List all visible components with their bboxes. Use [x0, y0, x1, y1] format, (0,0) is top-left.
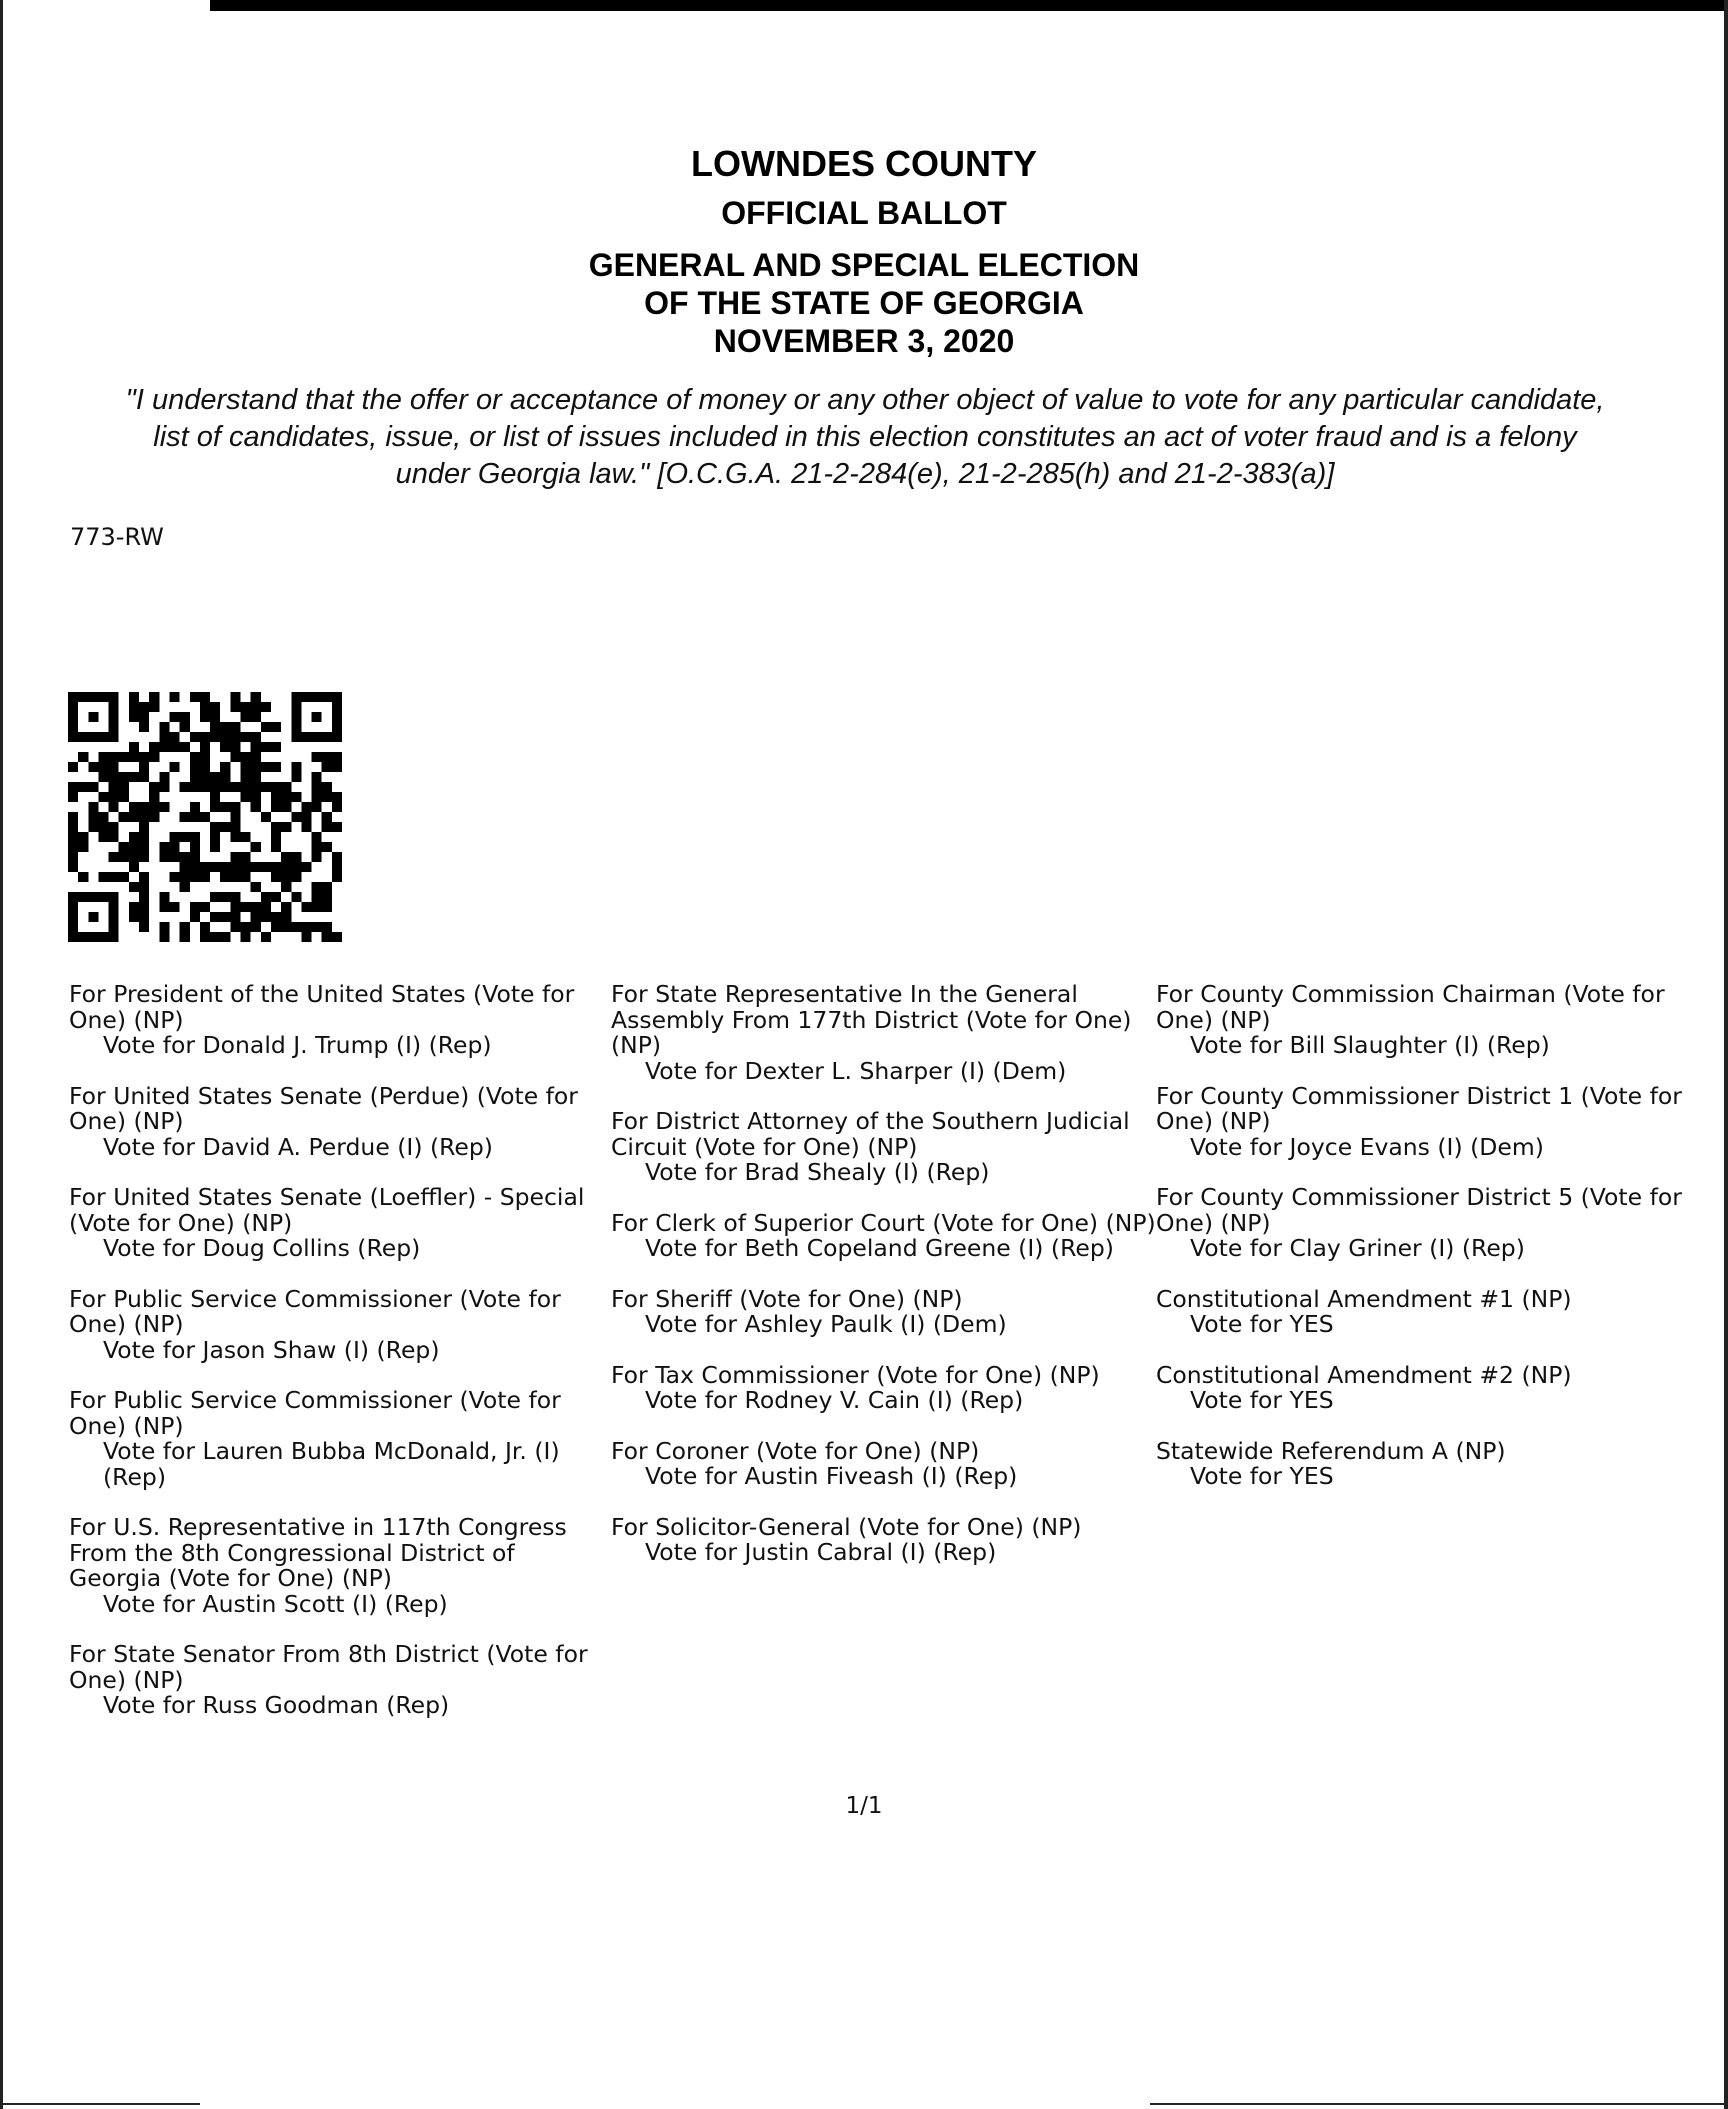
vote-selection: Vote for YES	[1190, 1310, 1334, 1338]
contest-column-2	[611, 982, 1156, 1591]
contest-title: For County Commission Chairman (Vote for One) (NP)	[1156, 980, 1665, 1034]
contest-title: Statewide Referendum A (NP)	[1156, 1436, 1506, 1465]
ballot-style-code: 773-RW	[70, 523, 164, 551]
contest-block	[1156, 1284, 1716, 1338]
vote-selection: Vote for Beth Copeland Greene (I) (Rep)	[645, 1234, 1114, 1262]
contest-block	[1156, 1436, 1716, 1490]
vote-selection: Vote for Bill Slaughter (I) (Rep)	[1190, 1031, 1550, 1059]
vote-selection: Vote for Donald J. Trump (I) (Rep)	[103, 1031, 492, 1059]
scan-top-border	[210, 0, 1728, 11]
vote-selection: Vote for Doug Collins (Rep)	[103, 1234, 421, 1262]
contest-title: For President of the United States (Vote for One) (NP)	[69, 980, 575, 1034]
scan-bottom-edge-left	[0, 2103, 200, 2105]
contest-block	[611, 1360, 1156, 1414]
vote-selection: Vote for Russ Goodman (Rep)	[103, 1691, 450, 1719]
vote-selection: Vote for Austin Fiveash (I) (Rep)	[645, 1462, 1018, 1490]
contest-block	[69, 1081, 614, 1161]
contest-title: For State Senator From 8th District (Vote for One) (NP)	[69, 1640, 588, 1694]
contest-title: For United States Senate (Perdue) (Vote for One) (NP)	[69, 1081, 578, 1135]
election-title	[0, 246, 1728, 360]
contest-block	[69, 1642, 614, 1719]
vote-selection: Vote for Lauren Bubba McDonald, Jr. (I) (Rep)	[103, 1437, 560, 1491]
ballot-header	[0, 140, 1728, 360]
contest-title: For Public Service Commissioner (Vote for One) (NP)	[69, 1284, 561, 1338]
oath-line: list of candidates, issue, or list of issues included in this election constitutes an act of voter fraud and is a felony	[153, 421, 1577, 453]
page-number: 1/1	[845, 1793, 883, 1819]
election-title-line2: OF THE STATE OF GEORGIA	[644, 285, 1084, 321]
vote-selection: Vote for YES	[1190, 1462, 1334, 1490]
contest-title: For Solicitor-General (Vote for One) (NP)	[611, 1512, 1082, 1541]
election-date: NOVEMBER 3, 2020	[713, 323, 1015, 359]
vote-selection: Vote for Clay Griner (I) (Rep)	[1190, 1234, 1525, 1262]
vote-selection: Vote for YES	[1190, 1386, 1334, 1414]
contest-title: For United States Senate (Loeffler) - Special (Vote for One) (NP)	[69, 1183, 585, 1237]
election-title-line1: GENERAL AND SPECIAL ELECTION	[588, 247, 1140, 283]
contest-title: For County Commissioner District 1 (Vote for One) (NP)	[1156, 1081, 1682, 1135]
contest-title: Constitutional Amendment #1 (NP)	[1156, 1284, 1572, 1313]
contest-title: For District Attorney of the Southern Judicial Circuit (Vote for One) (NP)	[611, 1107, 1130, 1161]
contest-title: For U.S. Representative in 117th Congress From the 8th Congressional District of Georgia (Vote for One) (NP)	[69, 1513, 567, 1592]
contest-title: For Sheriff (Vote for One) (NP)	[611, 1284, 963, 1313]
vote-selection: Vote for Joyce Evans (I) (Dem)	[1190, 1132, 1544, 1161]
ballot-type: OFFICIAL BALLOT	[721, 195, 1007, 231]
contest-title: For Coroner (Vote for One) (NP)	[611, 1436, 980, 1465]
oath-line: under Georgia law." [O.C.G.A. 21-2-284(e), 21-2-285(h) and 21-2-383(a)]	[395, 458, 1335, 490]
vote-selection: Vote for Dexter L. Sharper (I) (Dem)	[645, 1056, 1067, 1085]
contest-block	[611, 982, 1156, 1084]
contest-block	[1156, 982, 1716, 1059]
county-title: LOWNDES COUNTY	[691, 143, 1037, 184]
vote-selection: Vote for Brad Shealy (I) (Rep)	[645, 1158, 990, 1186]
contest-column-3	[1156, 982, 1716, 1515]
contest-block	[69, 1388, 614, 1490]
scan-bottom-edge-right	[1150, 2103, 1728, 2105]
contest-block	[1156, 1185, 1716, 1262]
contest-block	[69, 1515, 614, 1617]
contest-block	[611, 1109, 1156, 1186]
vote-selection: Vote for Austin Scott (I) (Rep)	[103, 1589, 448, 1618]
contest-block	[611, 1436, 1156, 1490]
contest-block	[611, 1512, 1156, 1566]
contest-block	[611, 1208, 1156, 1262]
oath-line: "I understand that the offer or acceptance of money or any other object of value to vote for any particular candidate,	[125, 384, 1605, 416]
vote-selection: Vote for Jason Shaw (I) (Rep)	[103, 1335, 440, 1364]
contest-title: For County Commissioner District 5 (Vote for One) (NP)	[1156, 1183, 1682, 1237]
contest-title: For Public Service Commissioner (Vote for One) (NP)	[69, 1386, 561, 1440]
voter-fraud-oath	[60, 382, 1670, 493]
contest-block	[69, 1185, 614, 1262]
contest-title: For State Representative In the General Assembly From 177th District (Vote for One) (NP)	[611, 980, 1132, 1059]
contest-column-1	[69, 982, 614, 1744]
vote-selection: Vote for David A. Perdue (I) (Rep)	[103, 1132, 493, 1161]
contest-title: Constitutional Amendment #2 (NP)	[1156, 1360, 1572, 1389]
vote-selection: Vote for Ashley Paulk (I) (Dem)	[645, 1310, 1007, 1338]
contest-block	[69, 982, 614, 1059]
contest-block	[69, 1284, 614, 1364]
qr-code-icon	[68, 692, 342, 942]
vote-selection: Vote for Justin Cabral (I) (Rep)	[645, 1538, 997, 1566]
contest-block	[611, 1284, 1156, 1338]
vote-selection: Vote for Rodney V. Cain (I) (Rep)	[645, 1386, 1024, 1414]
contest-block	[1156, 1360, 1716, 1414]
contest-block	[1156, 1081, 1716, 1161]
contest-title: For Clerk of Superior Court (Vote for One) (NP)	[611, 1208, 1156, 1237]
contest-title: For Tax Commissioner (Vote for One) (NP)	[611, 1360, 1100, 1389]
